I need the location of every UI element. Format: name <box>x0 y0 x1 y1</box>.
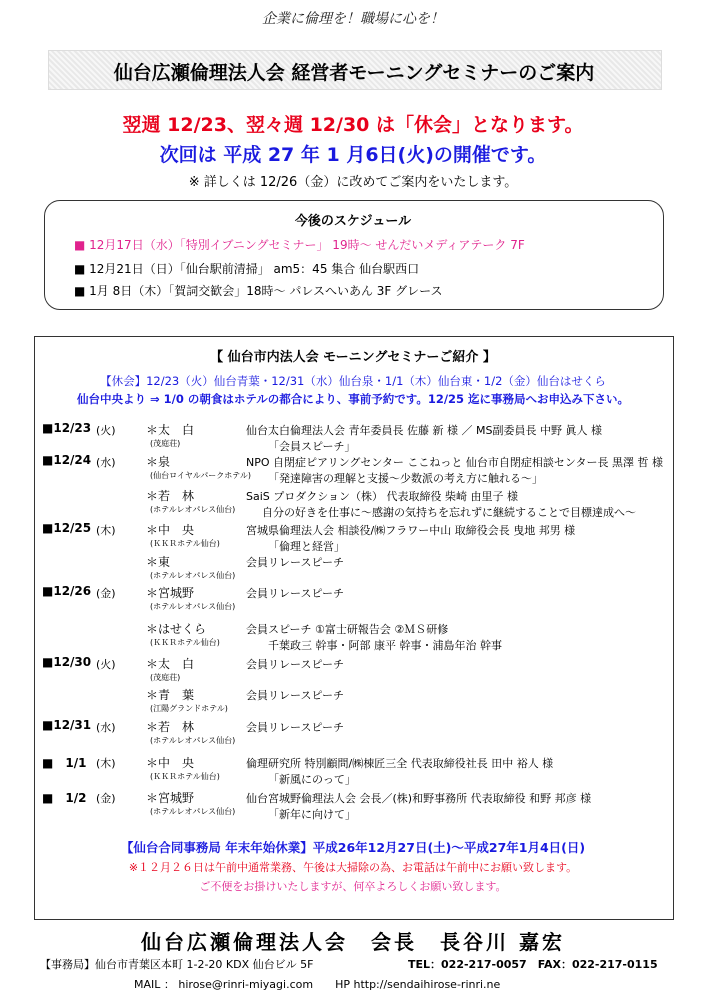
seminar-topic: 自分の好きを仕事に～感謝の気持ちを忘れずに継続することで目標達成へ～ <box>262 506 636 519</box>
schedule-item: ■ 12月17日（水）「特別イブニングセミナー」 19時～ せんだいメディアテーク 7F <box>74 238 525 252</box>
motto: 企業に倫理を！職場に心を！ <box>262 11 444 27</box>
seminar-weekday: (木) <box>96 757 116 770</box>
seminar-speaker: 倫理研究所 特別顧問/㈱棟匠三全 代表取締役社長 田中 裕人 様 <box>246 757 554 770</box>
seminar-speaker: SaiS プロダクション（株） 代表取締役 柴崎 由里子 様 <box>246 490 519 503</box>
seminar-speaker: 会員リレースピーチ <box>246 658 345 671</box>
seminar-location: ＊中 央 <box>146 523 195 537</box>
seminar-location: ＊宮城野 <box>146 586 195 600</box>
seminar-speaker: 仙台宮城野倫理法人会 会長／(株)和野事務所 代表取締役 和野 邦彦 様 <box>246 792 592 805</box>
seminar-date: ■12/23 <box>42 421 92 435</box>
seminar-venue: (ホテルレオパレス仙台) <box>150 602 236 611</box>
seminar-speaker: 仙台太白倫理法人会 青年委員長 佐藤 新 様 ／ MS副委員長 中野 眞人 様 <box>246 424 602 437</box>
seminar-venue: (茂庭荘) <box>150 673 181 682</box>
seminar-topic: 「新年に向けて」 <box>268 808 356 821</box>
seminar-weekday: (金) <box>96 587 116 600</box>
seminar-venue: (ホテルレオパレス仙台) <box>150 736 236 745</box>
seminar-location: ＊若 林 <box>146 720 195 734</box>
phone-fax: TEL：022-217-0057 FAX：022-217-0115 <box>408 958 658 971</box>
seminar-location: ＊太 白 <box>146 423 195 437</box>
page-title: 仙台広瀬倫理法人会 経営者モーニングセミナーのご案内 <box>113 62 595 84</box>
seminar-venue: (江陽グランドホテル) <box>150 704 228 713</box>
holiday-notice: 翌週 12/23、翌々週 12/30 は「休会」となります。 <box>122 114 584 136</box>
mail-hp: MAIL ： hirose@rinri-miyagi.com HP http://sendaihirose-rinri.ne <box>134 978 501 991</box>
seminar-location: ＊青 葉 <box>146 688 195 702</box>
intro-title: 【 仙台市内法人会 モーニングセミナーご紹介 】 <box>210 350 496 365</box>
seminar-date: ■12/24 <box>42 453 92 467</box>
seminar-weekday: (金) <box>96 792 116 805</box>
organization-name: 仙台広瀬倫理法人会 会長 長谷川 嘉宏 <box>141 930 565 954</box>
schedule-title: 今後のスケジュール <box>294 214 412 229</box>
seminar-speaker: NPO 自閉症ピアリングセンター ここねっと 仙台市自閉症相談センター長 黒澤 哲 様 <box>246 456 663 469</box>
seminar-venue: (ホテルレオパレス仙台) <box>150 807 236 816</box>
schedule-item: ■ 12月21日（日）「仙台駅前清掃」 am5：45 集合 仙台駅西口 <box>74 262 420 276</box>
seminar-venue: (ホテルレオパレス仙台) <box>150 505 236 514</box>
seminar-date: ■12/30 <box>42 655 92 669</box>
seminar-location: ＊若 林 <box>146 489 195 503</box>
seminar-weekday: (水) <box>96 721 116 734</box>
seminar-topic: 「発達障害の理解と支援～少数派の考え方に触れる～」 <box>268 472 543 485</box>
seminar-date: ■ 1/1 <box>42 756 87 770</box>
seminar-speaker: 宮城県倫理法人会 相談役/㈱フラワー中山 取締役会長 曳地 邦男 様 <box>246 524 576 537</box>
seminar-weekday: (水) <box>96 456 116 469</box>
seminar-location: ＊東 <box>146 555 171 569</box>
seminar-location: ＊泉 <box>146 455 171 469</box>
seminar-weekday: (木) <box>96 524 116 537</box>
seminar-location: ＊宮城野 <box>146 791 195 805</box>
holiday-list: 【休会】12/23（火）仙台青葉・12/31（水）仙台泉・1/1（木）仙台東・1/2（金）仙台はせくら <box>100 374 606 388</box>
seminar-topic: 「倫理と経営」 <box>268 540 345 553</box>
next-meeting-notice: 次回は 平成 27 年 1 月6日(火)の開催です。 <box>159 144 547 166</box>
dec26-note: ※１２月２６日は午前中通常業務、午後は大掃除の為、お電話は午前中にお願い致します。 <box>128 861 578 874</box>
seminar-date: ■12/26 <box>42 584 92 598</box>
seminar-speaker: 会員リレースピーチ <box>246 587 345 600</box>
seminar-weekday: (火) <box>96 658 116 671</box>
reservation-note: 仙台中央より ⇒ 1/0 の朝食はホテルの都合により、事前予約です。12/25 迄に事務局へお申込み下さい。 <box>76 392 630 406</box>
apology-note: ご不便をお掛けいたしますが、何卒よろしくお願い致します。 <box>199 880 507 893</box>
seminar-speaker: 会員リレースピーチ <box>246 721 345 734</box>
seminar-date: ■12/25 <box>42 521 92 535</box>
schedule-item: ■ 1月 8日（木）「賀詞交歓会」18時～ パレスへいあん 3F グレース <box>74 284 443 298</box>
seminar-location: ＊はせくら <box>146 622 207 636</box>
seminar-speaker: 会員リレースピーチ <box>246 556 345 569</box>
seminar-venue: (ＫＫＲホテル仙台) <box>150 539 220 548</box>
seminar-speaker: 会員スピーチ ①富士研報告会 ②ＭＳ研修 <box>246 623 449 636</box>
seminar-speaker: 会員リレースピーチ <box>246 689 345 702</box>
seminar-date: ■12/31 <box>42 718 92 732</box>
seminar-venue: (ホテルレオパレス仙台) <box>150 571 236 580</box>
seminar-venue: (ＫＫＲホテル仙台) <box>150 638 220 647</box>
seminar-topic: 「新風にのって」 <box>268 773 356 786</box>
seminar-topic: 千葉政三 幹事・阿部 康平 幹事・浦島年治 幹事 <box>268 639 502 652</box>
seminar-venue: (仙台ロイヤルパークホテル) <box>150 471 251 480</box>
seminar-location: ＊太 白 <box>146 657 195 671</box>
seminar-weekday: (火) <box>96 424 116 437</box>
office-holiday: 【仙台合同事務局 年末年始休業】平成26年12月27日(土)～平成27年1月4日(日) <box>120 840 586 855</box>
detail-notice: ※ 詳しくは 12/26（金）に改めてご案内をいたします。 <box>188 175 518 190</box>
seminar-location: ＊中 央 <box>146 756 195 770</box>
seminar-topic: 「会員スピーチ」 <box>268 440 356 453</box>
seminar-venue: (ＫＫＲホテル仙台) <box>150 772 220 781</box>
office-address: 【事務局】仙台市青葉区本町 1-2-20 KDX 仙台ビル 5F <box>40 958 314 971</box>
seminar-venue: (茂庭荘) <box>150 439 181 448</box>
seminar-date: ■ 1/2 <box>42 791 87 805</box>
